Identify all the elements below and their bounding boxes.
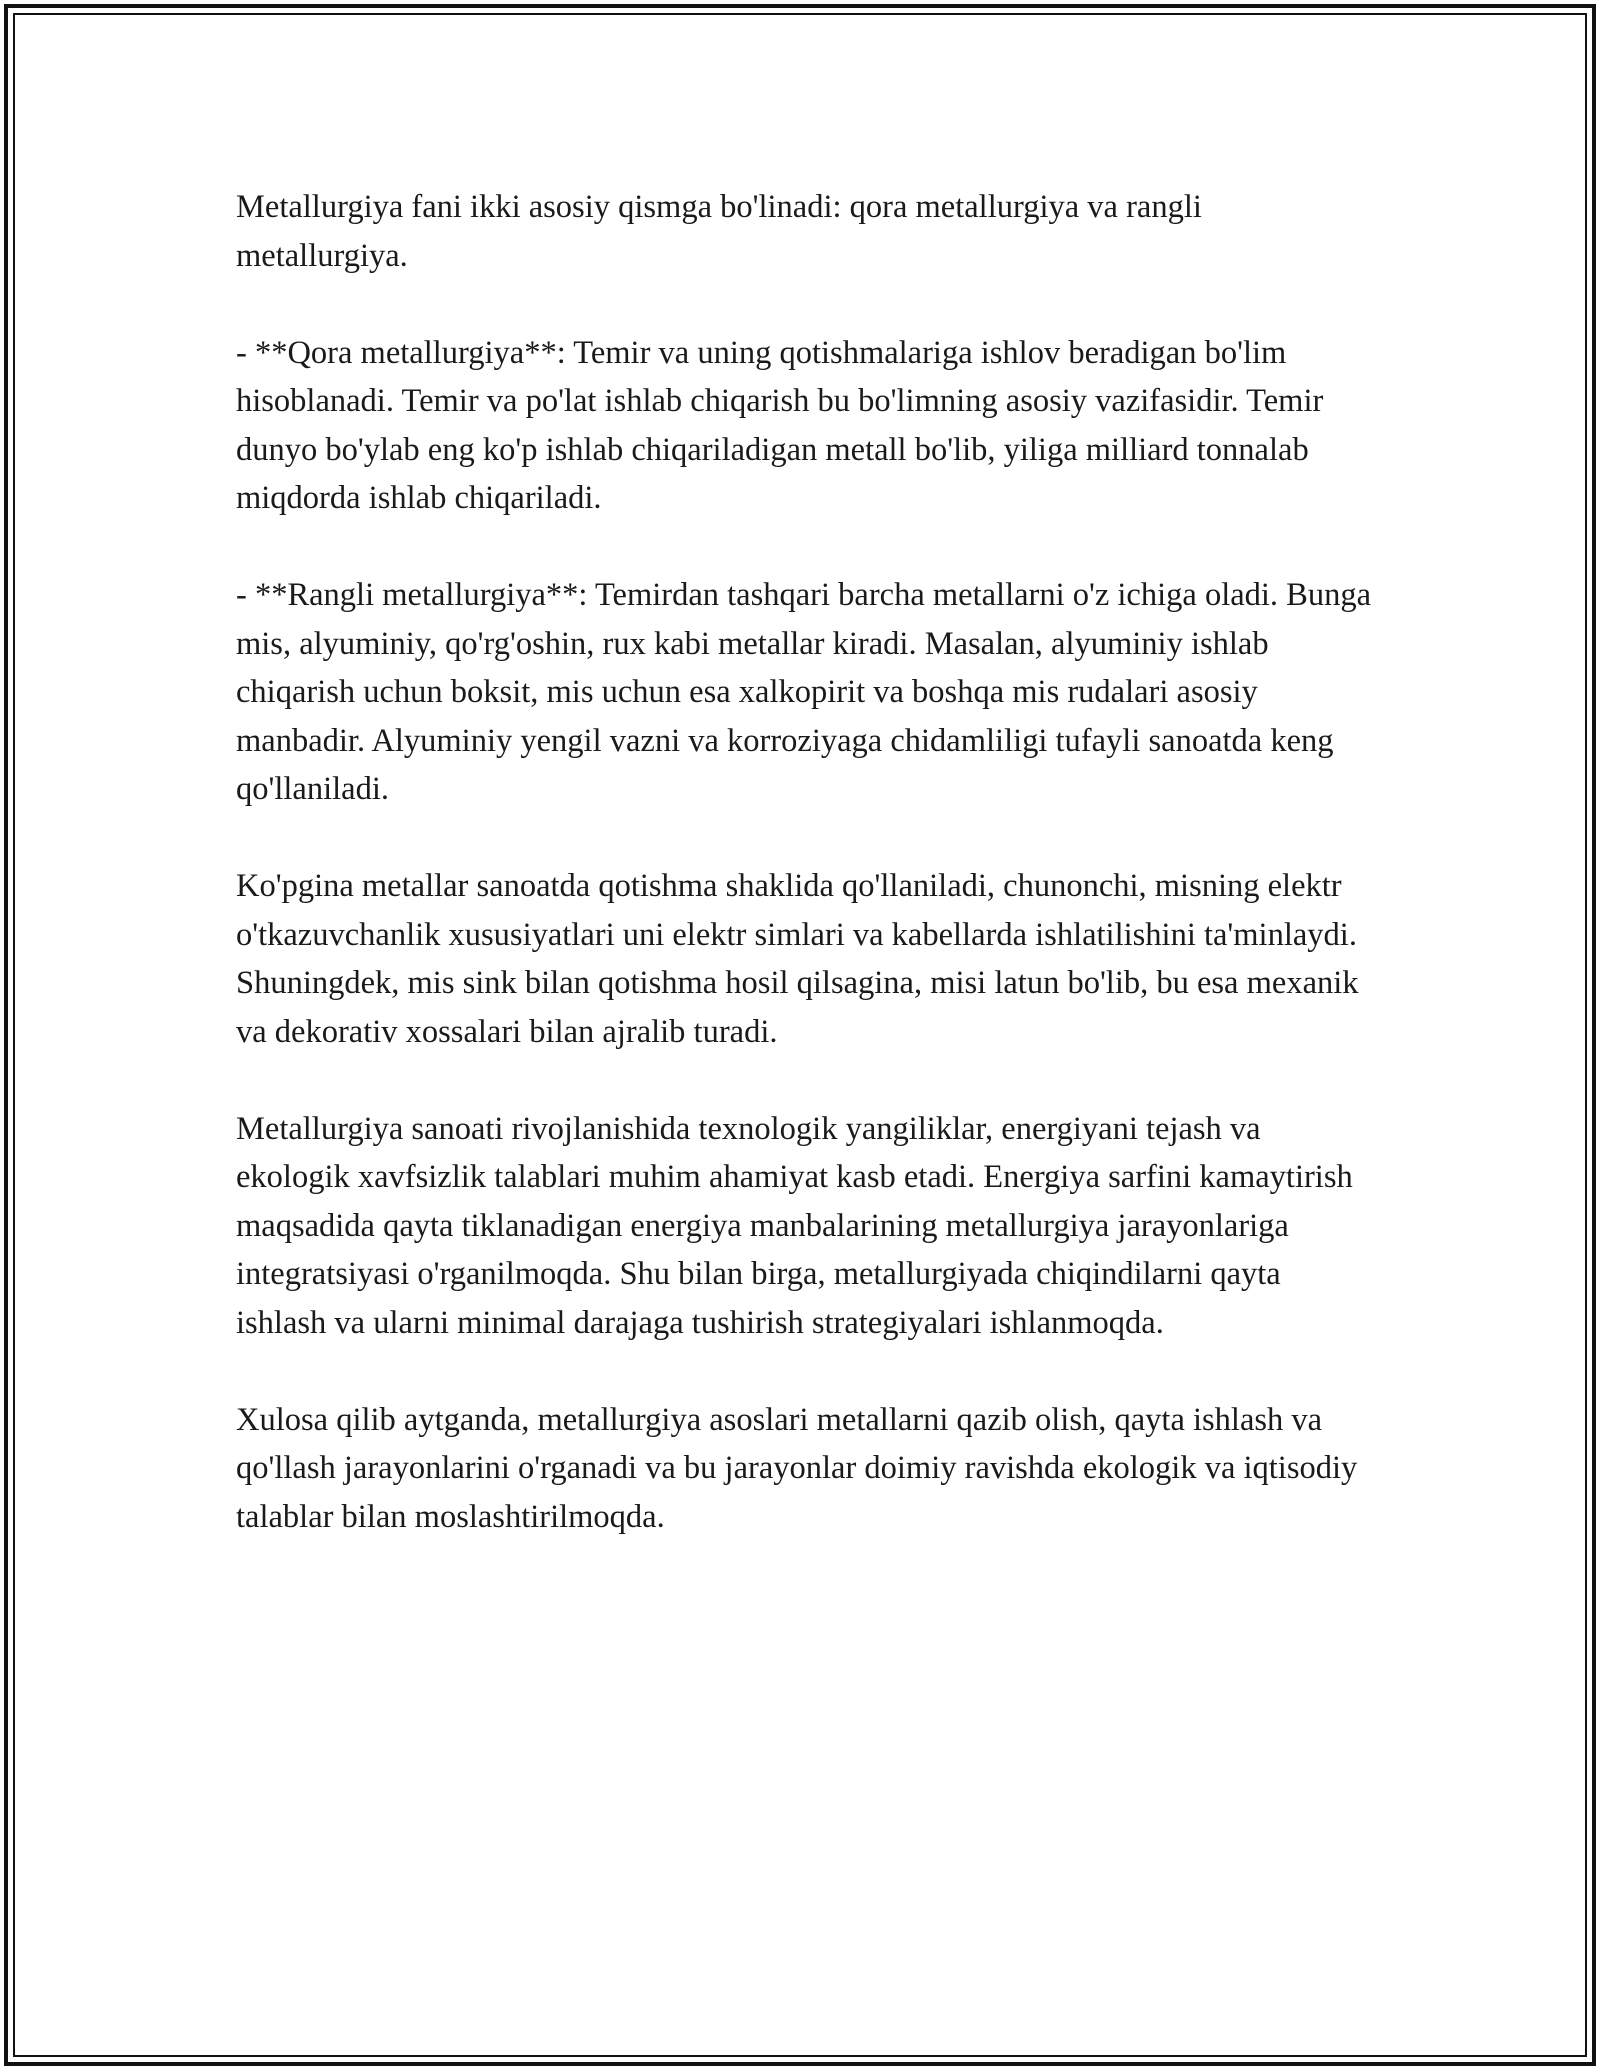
document-body bbox=[236, 183, 1376, 1590]
paragraph-conclusion: Xulosa qilib aytganda, metallurgiya asoslari metallarni qazib olish, qayta ishlash va qo'llash jarayonlarini o'rganadi va bu jarayonlar doimiy ravishda ekologik va iqtisodiy talablar bilan moslashtirilmoqda. bbox=[236, 1401, 1358, 1535]
paragraph-intro: Metallurgiya fani ikki asosiy qismga bo'linadi: qora metallurgiya va rangli metallurgiya. bbox=[236, 189, 1202, 274]
paragraph-ferrous-metallurgy: - **Qora metallurgiya**: Temir va uning qotishmalariga ishlov beradigan bo'lim hisoblanadi. Temir va po'lat ishlab chiqarish bu bo'limning asosiy vazifasidir. Temir dunyo bo'ylab eng ko'p ishlab chiqariladigan metall bo'lib, yiliga milliard tonnalab miqdorda ishlab chiqariladi. bbox=[236, 334, 1324, 516]
paragraph-nonferrous-metallurgy: - **Rangli metallurgiya**: Temirdan tashqari barcha metallarni o'z ichiga oladi. Bunga mis, alyuminiy, qo'rg'oshin, rux kabi metallar kiradi. Masalan, alyuminiy ishlab chiqarish uchun boksit, mis uchun esa xalkopirit va boshqa mis rudalari asosiy manbadir. Alyuminiy yengil vazni va korroziyaga chidamliligi tufayli sanoatda keng qo'llaniladi. bbox=[236, 577, 1372, 807]
paragraph-alloys: Ko'pgina metallar sanoatda qotishma shaklida qo'llaniladi, chunonchi, misning elektr o'tkazuvchanlik xususiyatlari uni elektr simlari va kabellarda ishlatilishini ta'minlaydi. Shuningdek, mis sink bilan qotishma hosil qilsagina, misi latun bo'lib, bu esa mexanik va dekorativ xossalari bilan ajralib turadi. bbox=[236, 868, 1359, 1050]
paragraph-industry-development: Metallurgiya sanoati rivojlanishida texnologik yangiliklar, energiyani tejash va ekologik xavfsizlik talablari muhim ahamiyat kasb etadi. Energiya sarfini kamaytirish maqsadida qayta tiklanadigan energiya manbalarining metallurgiya jarayonlariga integratsiyasi o'rganilmoqda. Shu bilan birga, metallurgiyada chiqindilarni qayta ishlash va ularni minimal darajaga tushirish strategiyalari ishlanmoqda. bbox=[236, 1110, 1353, 1341]
